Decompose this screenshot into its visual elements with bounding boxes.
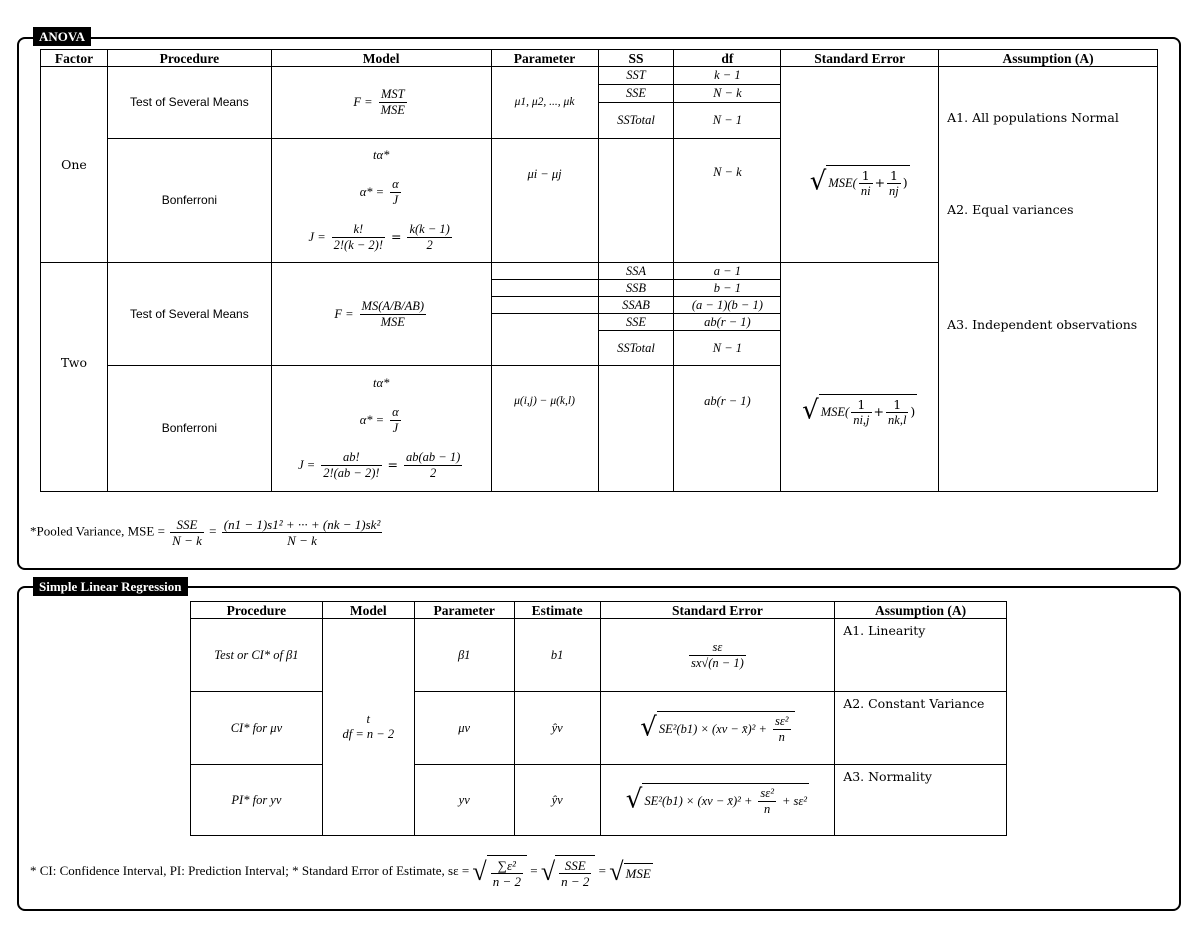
two-bonf-procedure: Bonferroni	[107, 366, 271, 492]
anova-footnote-frac2	[222, 517, 383, 548]
header-ss: SS	[598, 50, 674, 67]
ss-sst: SST	[598, 67, 674, 85]
two-bonf-se-formula	[802, 394, 917, 428]
slr-footnote-f2-den: n − 2	[561, 874, 590, 889]
two-se-plus: +	[873, 403, 885, 419]
slr-se-3-tail: + sε²	[781, 794, 808, 808]
slr-se-1	[600, 619, 835, 692]
slr-parameter-1: β1	[414, 619, 514, 692]
one-bonf-se-formula	[810, 165, 910, 199]
anova-footnote-frac1	[170, 517, 204, 548]
slr-se-3	[600, 765, 835, 836]
se-d1: ni	[860, 183, 871, 198]
slr-se-2-frac	[773, 714, 791, 745]
assumption-a1: A1. All populations Normal	[947, 110, 1119, 125]
slr-se-1-frac	[689, 640, 746, 671]
two-j-lhs: J =	[298, 458, 316, 472]
slr-estimate-2: ŷv	[514, 692, 600, 765]
anova-footnote-prefix: *Pooled Variance, MSE =	[30, 523, 165, 539]
one-bonf-parameter: μi − μj	[491, 139, 598, 263]
two-model-fraction	[360, 299, 426, 330]
two-bonf-df: ab(r − 1)	[674, 366, 781, 492]
slr-se-2-fd: n	[778, 730, 785, 744]
slr-se-2-body: SE²(b1) × (xv − x̄)² +	[658, 722, 767, 736]
one-bonf-model	[271, 139, 491, 263]
se-plus: +	[874, 174, 886, 190]
slr-footnote-sqrt2	[541, 855, 596, 889]
factor-one: One	[41, 67, 108, 263]
header-procedure: Procedure	[107, 50, 271, 67]
sqrt-icon: √	[640, 712, 657, 743]
two-j-frac2	[404, 450, 462, 481]
anova-assumptions	[939, 67, 1158, 492]
df-ssab: (a − 1)(b − 1)	[674, 297, 781, 314]
ss-ssab: SSAB	[598, 297, 674, 314]
slr-se-2	[600, 692, 835, 765]
two-se-prefix: MSE(	[820, 404, 850, 419]
slr-model-t: t	[366, 712, 371, 726]
se-n1: 1	[859, 168, 873, 184]
sqrt-icon: √	[540, 857, 556, 886]
j-num2: k(k − 1)	[409, 222, 450, 236]
slr-title: Simple Linear Regression	[33, 577, 188, 596]
two-j-eq: =	[387, 457, 398, 472]
sqrt-icon: √	[802, 395, 819, 425]
alpha-star	[276, 177, 487, 208]
two-alpha-num: α	[392, 405, 399, 419]
one-test-procedure: Test of Several Means	[107, 67, 271, 139]
anova-table	[40, 49, 1158, 492]
two-j-formula	[276, 450, 487, 481]
j-formula	[276, 222, 487, 253]
alpha-num: α	[392, 177, 399, 191]
two-param-e	[491, 314, 598, 366]
model-denominator: MSE	[380, 103, 405, 117]
two-test-procedure: Test of Several Means	[107, 263, 271, 366]
ss-sse: SSE	[598, 85, 674, 103]
df-sst: k − 1	[674, 67, 781, 85]
slr-procedure-2: CI* for μv	[191, 692, 323, 765]
two-bonf-parameter: μ(i,j) − μ(k,l)	[491, 366, 598, 492]
slr-estimate-3: ŷv	[514, 765, 600, 836]
two-bonf-ss	[598, 366, 674, 492]
slr-model	[322, 619, 414, 836]
sqrt-icon: √	[472, 857, 487, 886]
se-n2: 1	[887, 168, 901, 184]
two-j-frac1	[321, 450, 381, 481]
slr-se-2-fn: sε²	[774, 714, 789, 728]
two-j-num2: ab(ab − 1)	[405, 450, 461, 464]
sqrt-icon: √	[609, 857, 624, 886]
ss-sstotal: SSTotal	[598, 103, 674, 139]
one-bonf-df: N − k	[674, 139, 781, 263]
two-alpha-den: J	[392, 421, 399, 435]
slr-assumption-3: A3. Normality	[835, 765, 1007, 836]
sqrt-icon: √	[625, 784, 643, 815]
j-lhs: J =	[308, 230, 326, 244]
header-df: df	[674, 50, 781, 67]
two-model-den: MSE	[380, 314, 405, 329]
df-sse: N − k	[674, 85, 781, 103]
slr-footnote-sqrt3	[609, 857, 653, 887]
factor-two: Two	[41, 263, 108, 492]
slr-header-assumption: Assumption (A)	[835, 602, 1007, 619]
slr-footnote-f1-den: n − 2	[492, 874, 521, 889]
ss-sse-two: SSE	[598, 314, 674, 331]
assumption-a3: A3. Independent observations	[947, 317, 1138, 332]
slr-header-model: Model	[322, 602, 414, 619]
slr-footnote	[30, 855, 653, 889]
two-se-d1: ni,j	[853, 412, 870, 427]
se-frac1	[859, 168, 873, 199]
slr-header-procedure: Procedure	[191, 602, 323, 619]
slr-se-2-formula	[640, 711, 794, 745]
j-den1: 2!(k − 2)!	[333, 238, 384, 252]
header-model: Model	[271, 50, 491, 67]
j-frac2	[407, 222, 451, 253]
slr-se-3-fn: sε²	[760, 786, 774, 800]
sqrt-icon: √	[809, 166, 827, 196]
slr-estimate-1: b1	[514, 619, 600, 692]
df-sstotal-two: N − 1	[674, 331, 781, 366]
j-num1: k!	[332, 222, 385, 238]
two-param-ab	[491, 297, 598, 314]
two-alpha-lhs: α* =	[359, 413, 385, 427]
slr-footnote-prefix: * CI: Confidence Interval, PI: Prediction Interval; * Standard Error of Estimate, sε =	[30, 862, 470, 878]
slr-header-row	[191, 602, 1007, 619]
model-fraction	[379, 87, 407, 118]
anova-title: ANOVA	[33, 27, 91, 46]
j-den2: 2	[426, 238, 433, 252]
se-suffix: )	[902, 174, 908, 190]
two-alpha-fraction	[390, 405, 401, 436]
two-j-den1: 2!(ab − 2)!	[323, 466, 380, 480]
two-se-n1: 1	[851, 397, 871, 413]
slr-assumption-2: A2. Constant Variance	[835, 692, 1007, 765]
df-ssa: a − 1	[674, 263, 781, 280]
ss-ssb: SSB	[598, 280, 674, 297]
alpha-fraction	[390, 177, 401, 208]
two-bonf-model	[271, 366, 491, 492]
slr-footnote-frac1	[491, 858, 523, 889]
slr-parameter-2: μv	[414, 692, 514, 765]
slr-se-3-body: SE²(b1) × (xv − x̄)² +	[644, 794, 753, 808]
slr-header-estimate: Estimate	[514, 602, 600, 619]
two-se-n2: 1	[886, 397, 908, 413]
two-j-num1: ab!	[321, 450, 381, 466]
slr-procedure-1: Test or CI* of β1	[191, 619, 323, 692]
header-parameter: Parameter	[491, 50, 598, 67]
slr-footnote-f2-num: SSE	[559, 858, 591, 874]
assumption-a2: A2. Equal variances	[947, 202, 1074, 217]
two-model-num: MS(A/B/AB)	[361, 298, 425, 313]
slr-footnote-frac2	[559, 858, 591, 889]
ss-sstotal-two: SSTotal	[598, 331, 674, 366]
alpha-den: J	[392, 193, 399, 207]
slr-header-standard-error: Standard Error	[600, 602, 835, 619]
alpha-lhs: α* =	[359, 185, 385, 199]
j-frac1	[332, 222, 385, 253]
two-alpha-star	[276, 405, 487, 436]
se-d2: nj	[889, 183, 899, 198]
slr-footnote-sqrt1	[472, 855, 527, 889]
two-model-lhs: F =	[334, 306, 354, 321]
df-ssb: b − 1	[674, 280, 781, 297]
anova-footnote	[30, 517, 384, 548]
two-se-suffix: )	[910, 403, 916, 419]
slr-assumption-1: A1. Linearity	[835, 619, 1007, 692]
header-factor: Factor	[41, 50, 108, 67]
anova-header-row	[41, 50, 1158, 67]
one-bonf-procedure: Bonferroni	[107, 139, 271, 263]
slr-footnote-eq: =	[530, 862, 538, 878]
slr-se-1-den: sx√(n − 1)	[690, 655, 744, 670]
slr-header-parameter: Parameter	[414, 602, 514, 619]
se-frac2	[887, 168, 901, 199]
two-t-alpha: tα*	[373, 376, 390, 390]
header-standard-error: Standard Error	[781, 50, 939, 67]
slr-parameter-3: yv	[414, 765, 514, 836]
two-param-b	[491, 280, 598, 297]
slr-footnote-f3: MSE	[624, 863, 653, 882]
slr-se-1-num: sε	[689, 640, 746, 656]
one-test-model	[271, 67, 491, 139]
j-eq: =	[391, 229, 402, 244]
two-bonf-se	[781, 366, 939, 492]
two-se-frac2	[886, 397, 908, 428]
footnote-f2-den: N − k	[287, 533, 317, 548]
df-sse-two: ab(r − 1)	[674, 314, 781, 331]
slr-footnote-eq2: =	[598, 862, 606, 878]
two-param-a	[491, 263, 598, 280]
footnote-eq: =	[209, 523, 217, 539]
two-test-se	[781, 263, 939, 366]
slr-procedure-3: PI* for yv	[191, 765, 323, 836]
slr-footnote-f1-num: ∑ε²	[491, 858, 523, 874]
slr-se-3-fd: n	[764, 802, 771, 816]
header-assumption: Assumption (A)	[939, 50, 1158, 67]
two-test-model	[271, 263, 491, 366]
footnote-f1-den: N − k	[172, 533, 202, 548]
one-bonf-se	[781, 139, 939, 263]
slr-model-df: df = n − 2	[342, 727, 395, 741]
df-sstotal: N − 1	[674, 103, 781, 139]
slr-table	[190, 601, 1007, 836]
t-alpha: tα*	[373, 148, 390, 162]
slr-se-3-formula	[626, 783, 809, 817]
one-test-se	[781, 67, 939, 139]
two-j-den2: 2	[429, 466, 437, 480]
one-bonf-ss	[598, 139, 674, 263]
one-test-parameter: μ1, μ2, ..., μk	[491, 67, 598, 139]
model-numerator: MST	[379, 87, 407, 103]
footnote-f2-num: (n1 − 1)s1² + ··· + (nk − 1)sk²	[223, 517, 381, 532]
slr-se-3-frac	[758, 786, 776, 817]
se-prefix: MSE(	[828, 175, 857, 190]
footnote-f1-num: SSE	[170, 517, 204, 533]
model-lhs: F =	[353, 95, 373, 109]
ss-ssa: SSA	[598, 263, 674, 280]
two-se-d2: nk,l	[888, 412, 907, 427]
two-se-frac1	[851, 397, 871, 428]
